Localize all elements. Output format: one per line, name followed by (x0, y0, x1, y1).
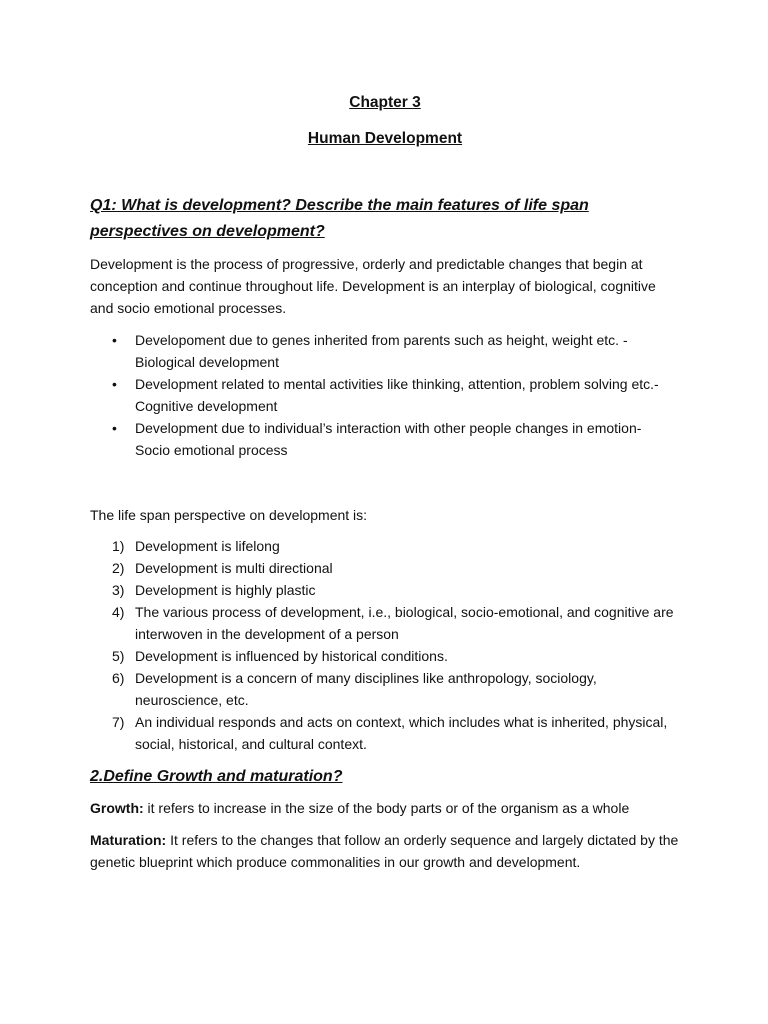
development-definition: Development is the process of progressive, orderly and predictable changes that begin at conception and continue throughout life. Development is an interplay of biological, cognitive and socio emotional processes. (90, 256, 656, 316)
list-item (90, 329, 680, 373)
list-number: 6) (112, 670, 125, 686)
list-item (90, 601, 680, 645)
list-item (90, 645, 680, 667)
list-item (90, 667, 680, 711)
list-item (90, 373, 680, 417)
list-item-text: Development is influenced by historical conditions. (135, 648, 448, 664)
list-item-text: Development is highly plastic (135, 582, 316, 598)
list-item-text: Development related to mental activities like thinking, attention, problem solving etc.- Cognitive development (135, 376, 659, 414)
list-number: 7) (112, 714, 125, 730)
list-item (90, 417, 680, 461)
list-item-text: Development due to individual’s interaction with other people changes in emotion- Socio emotional process (135, 420, 642, 458)
list-item (90, 557, 680, 579)
chapter-heading (90, 92, 680, 114)
maturation-text: It refers to the changes that follow an orderly sequence and largely dictated by the genetic blueprint which produce commonalities in our growth and development. (90, 832, 679, 870)
maturation-definition (90, 829, 680, 873)
list-item (90, 579, 680, 601)
growth-definition (90, 797, 680, 819)
list-item (90, 535, 680, 557)
title-label: Human Development (307, 130, 463, 147)
list-item-text: Development is multi directional (135, 560, 333, 576)
development-types-list (90, 329, 680, 461)
list-item-text: Development is a concern of many disciplines like anthropology, sociology, neuroscience, etc. (135, 670, 597, 708)
list-number: 1) (112, 538, 125, 554)
growth-term: Growth: (90, 800, 144, 816)
question-2-heading: 2.Define Growth and maturation? (90, 768, 343, 785)
list-item-text: Developoment due to genes inherited from parents such as height, weight etc. - Biological development (135, 332, 628, 370)
document-title (90, 128, 680, 150)
bullet-icon: • (112, 332, 117, 348)
chapter-label: Chapter 3 (349, 94, 421, 111)
maturation-term: Maturation: (90, 832, 167, 848)
bullet-icon: • (112, 376, 117, 392)
list-number: 5) (112, 648, 125, 664)
bullet-icon: • (112, 420, 117, 436)
document-page (90, 92, 680, 873)
list-number: 4) (112, 604, 125, 620)
list-item-text: Development is lifelong (135, 538, 280, 554)
list-number: 2) (112, 560, 125, 576)
question-1-heading: Q1: What is development? Describe the main features of life span perspectives on development? (90, 197, 589, 240)
list-item-text: An individual responds and acts on context, which includes what is inherited, physical, social, historical, and cultural context. (135, 714, 668, 752)
list-item-text: The various process of development, i.e., biological, socio-emotional, and cognitive are interwoven in the development of a person (135, 604, 674, 642)
list-item (90, 711, 680, 755)
lifespan-features-list (90, 535, 680, 755)
lifespan-intro: The life span perspective on development is: (90, 507, 368, 523)
growth-text: it refers to increase in the size of the body parts or of the organism as a whole (143, 800, 630, 816)
list-number: 3) (112, 582, 125, 598)
